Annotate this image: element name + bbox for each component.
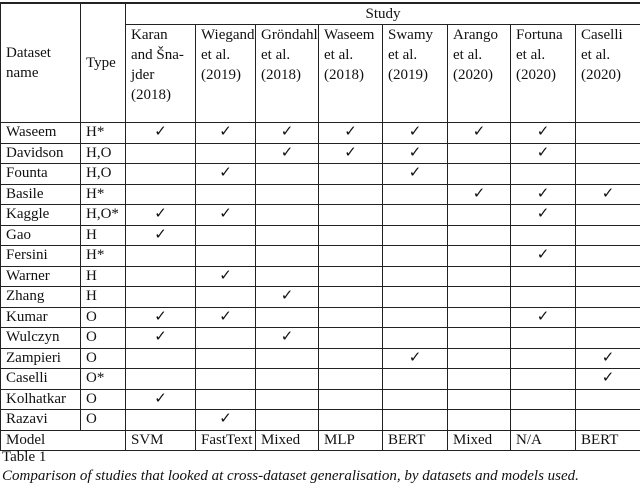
checkmark-icon (511, 143, 576, 164)
checkmark-icon (576, 184, 640, 205)
check-symbol: ✓ (537, 124, 550, 140)
dataset-type: O (81, 410, 126, 431)
dataset-type: H* (81, 123, 126, 144)
empty-cell (196, 348, 256, 369)
dataset-type: H* (81, 184, 126, 205)
table-row (1, 307, 640, 328)
checkmark-icon (126, 123, 196, 144)
empty-cell (511, 389, 576, 410)
check-symbol: ✓ (219, 268, 232, 284)
empty-cell (383, 205, 448, 226)
table-row (1, 123, 640, 144)
model-cell: BERT (383, 430, 448, 451)
check-symbol: ✓ (154, 206, 167, 222)
table-row (1, 348, 640, 369)
checkmark-icon (383, 143, 448, 164)
empty-cell (196, 246, 256, 267)
header-study: Study (126, 3, 640, 25)
empty-cell (576, 410, 640, 431)
table-row (1, 389, 640, 410)
table-row (1, 410, 640, 431)
empty-cell (126, 369, 196, 390)
model-cell: Mixed (256, 430, 319, 451)
header-study-column: Arango et al. (2020) (448, 25, 511, 123)
empty-cell (383, 225, 448, 246)
dataset-name: Wulczyn (1, 328, 81, 349)
check-symbol: ✓ (219, 206, 232, 222)
empty-cell (319, 266, 383, 287)
dataset-type: H,O (81, 143, 126, 164)
checkmark-icon (126, 225, 196, 246)
empty-cell (196, 389, 256, 410)
check-symbol: ✓ (602, 370, 615, 386)
empty-cell (448, 225, 511, 246)
empty-cell (256, 184, 319, 205)
model-cell: N/A (511, 430, 576, 451)
dataset-type: H (81, 287, 126, 308)
empty-cell (319, 246, 383, 267)
empty-cell (448, 389, 511, 410)
empty-cell (576, 328, 640, 349)
empty-cell (511, 369, 576, 390)
empty-cell (383, 307, 448, 328)
empty-cell (319, 369, 383, 390)
checkmark-icon (448, 184, 511, 205)
dataset-type: H (81, 266, 126, 287)
dataset-name: Zhang (1, 287, 81, 308)
header-study-column: Wiegand et al. (2019) (196, 25, 256, 123)
empty-cell (576, 266, 640, 287)
empty-cell (576, 389, 640, 410)
check-symbol: ✓ (473, 186, 486, 202)
empty-cell (319, 205, 383, 226)
empty-cell (126, 246, 196, 267)
table-row (1, 184, 640, 205)
empty-cell (511, 410, 576, 431)
model-row (1, 430, 640, 451)
empty-cell (256, 266, 319, 287)
dataset-name: Warner (1, 266, 81, 287)
check-symbol: ✓ (219, 124, 232, 140)
dataset-type: H,O* (81, 205, 126, 226)
empty-cell (126, 348, 196, 369)
checkmark-icon (196, 123, 256, 144)
empty-cell (196, 287, 256, 308)
empty-cell (448, 307, 511, 328)
dataset-type: H* (81, 246, 126, 267)
empty-cell (576, 164, 640, 185)
dataset-name: Gao (1, 225, 81, 246)
header-dataset-name: Dataset name (1, 3, 81, 123)
check-symbol: ✓ (409, 350, 422, 366)
dataset-name: Kaggle (1, 205, 81, 226)
check-symbol: ✓ (154, 391, 167, 407)
checkmark-icon (126, 205, 196, 226)
dataset-type: O (81, 389, 126, 410)
empty-cell (319, 164, 383, 185)
checkmark-icon (126, 389, 196, 410)
empty-cell (448, 164, 511, 185)
empty-cell (383, 410, 448, 431)
checkmark-icon (511, 246, 576, 267)
empty-cell (576, 143, 640, 164)
check-symbol: ✓ (154, 124, 167, 140)
empty-cell (383, 287, 448, 308)
empty-cell (126, 410, 196, 431)
empty-cell (576, 246, 640, 267)
dataset-type: O (81, 348, 126, 369)
header-study-column: Caselli et al. (2020) (576, 25, 640, 123)
check-symbol: ✓ (154, 329, 167, 345)
empty-cell (383, 369, 448, 390)
empty-cell (383, 389, 448, 410)
empty-cell (511, 225, 576, 246)
empty-cell (511, 287, 576, 308)
empty-cell (448, 369, 511, 390)
check-symbol: ✓ (344, 124, 357, 140)
check-symbol: ✓ (537, 206, 550, 222)
empty-cell (126, 184, 196, 205)
empty-cell (448, 143, 511, 164)
empty-cell (383, 328, 448, 349)
checkmark-icon (126, 307, 196, 328)
dataset-type: H (81, 225, 126, 246)
header-study-column: Swamy et al. (2019) (383, 25, 448, 123)
empty-cell (196, 225, 256, 246)
dataset-name: Basile (1, 184, 81, 205)
empty-cell (196, 184, 256, 205)
dataset-type: O (81, 328, 126, 349)
empty-cell (256, 225, 319, 246)
check-symbol: ✓ (281, 288, 294, 304)
empty-cell (576, 287, 640, 308)
checkmark-icon (319, 123, 383, 144)
header-study-column: Fortuna et al. (2020) (511, 25, 576, 123)
empty-cell (448, 205, 511, 226)
checkmark-icon (256, 328, 319, 349)
empty-cell (256, 246, 319, 267)
model-cell: FastText (196, 430, 256, 451)
empty-cell (448, 410, 511, 431)
empty-cell (256, 164, 319, 185)
checkmark-icon (383, 123, 448, 144)
empty-cell (126, 143, 196, 164)
empty-cell (319, 287, 383, 308)
table-row (1, 328, 640, 349)
dataset-name: Kumar (1, 307, 81, 328)
empty-cell (256, 348, 319, 369)
empty-cell (319, 225, 383, 246)
empty-cell (126, 164, 196, 185)
table-row (1, 369, 640, 390)
table-row (1, 225, 640, 246)
checkmark-icon (256, 143, 319, 164)
table-row (1, 246, 640, 267)
check-symbol: ✓ (409, 145, 422, 161)
check-symbol: ✓ (537, 247, 550, 263)
checkmark-icon (196, 410, 256, 431)
model-label: Model (1, 430, 126, 451)
check-symbol: ✓ (281, 124, 294, 140)
checkmark-icon (448, 123, 511, 144)
dataset-name: Davidson (1, 143, 81, 164)
empty-cell (319, 307, 383, 328)
dataset-name: Razavi (1, 410, 81, 431)
checkmark-icon (576, 348, 640, 369)
table-row (1, 143, 640, 164)
header-type: Type (81, 3, 126, 123)
empty-cell (319, 348, 383, 369)
empty-cell (196, 143, 256, 164)
check-symbol: ✓ (219, 411, 232, 427)
empty-cell (576, 307, 640, 328)
empty-cell (511, 348, 576, 369)
checkmark-icon (196, 164, 256, 185)
checkmark-icon (511, 307, 576, 328)
checkmark-icon (383, 164, 448, 185)
checkmark-icon (511, 184, 576, 205)
checkmark-icon (383, 348, 448, 369)
empty-cell (576, 205, 640, 226)
check-symbol: ✓ (219, 309, 232, 325)
checkmark-icon (256, 287, 319, 308)
empty-cell (319, 184, 383, 205)
empty-cell (383, 184, 448, 205)
header-study-column: Waseem et al. (2018) (319, 25, 383, 123)
checkmark-icon (511, 123, 576, 144)
empty-cell (319, 410, 383, 431)
check-symbol: ✓ (154, 227, 167, 243)
empty-cell (383, 266, 448, 287)
dataset-name: Caselli (1, 369, 81, 390)
model-cell: MLP (319, 430, 383, 451)
model-cell: SVM (126, 430, 196, 451)
table-row (1, 287, 640, 308)
dataset-type: O (81, 307, 126, 328)
empty-cell (256, 369, 319, 390)
empty-cell (448, 348, 511, 369)
model-cell: Mixed (448, 430, 511, 451)
checkmark-icon (319, 143, 383, 164)
dataset-type: H,O (81, 164, 126, 185)
empty-cell (196, 369, 256, 390)
check-symbol: ✓ (281, 145, 294, 161)
check-symbol: ✓ (602, 186, 615, 202)
empty-cell (511, 164, 576, 185)
check-symbol: ✓ (409, 124, 422, 140)
table-caption: Comparison of studies that looked at cross-dataset generalisation, by datasets and models used. (2, 468, 579, 485)
table-row (1, 266, 640, 287)
empty-cell (511, 328, 576, 349)
dataset-name: Founta (1, 164, 81, 185)
checkmark-icon (576, 369, 640, 390)
comparison-table (0, 2, 640, 451)
checkmark-icon (196, 266, 256, 287)
checkmark-icon (196, 307, 256, 328)
empty-cell (448, 328, 511, 349)
empty-cell (383, 246, 448, 267)
check-symbol: ✓ (344, 145, 357, 161)
empty-cell (511, 266, 576, 287)
dataset-name: Zampieri (1, 348, 81, 369)
checkmark-icon (511, 205, 576, 226)
dataset-name: Kolhatkar (1, 389, 81, 410)
empty-cell (448, 266, 511, 287)
empty-cell (576, 123, 640, 144)
empty-cell (448, 287, 511, 308)
table-label: Table 1 (2, 449, 46, 466)
table-row (1, 205, 640, 226)
model-cell: BERT (576, 430, 640, 451)
empty-cell (256, 205, 319, 226)
dataset-name: Fersini (1, 246, 81, 267)
check-symbol: ✓ (537, 145, 550, 161)
check-symbol: ✓ (409, 165, 422, 181)
empty-cell (319, 389, 383, 410)
table-row (1, 164, 640, 185)
checkmark-icon (256, 123, 319, 144)
checkmark-icon (196, 205, 256, 226)
dataset-name: Waseem (1, 123, 81, 144)
check-symbol: ✓ (219, 165, 232, 181)
empty-cell (256, 307, 319, 328)
empty-cell (256, 410, 319, 431)
checkmark-icon (126, 328, 196, 349)
header-study-column: Karan and Šna-jder (2018) (126, 25, 196, 123)
header-study-column: Gröndahl et al. (2018) (256, 25, 319, 123)
empty-cell (448, 246, 511, 267)
dataset-type: O* (81, 369, 126, 390)
empty-cell (576, 225, 640, 246)
empty-cell (126, 287, 196, 308)
check-symbol: ✓ (537, 309, 550, 325)
check-symbol: ✓ (602, 350, 615, 366)
empty-cell (196, 328, 256, 349)
check-symbol: ✓ (281, 329, 294, 345)
check-symbol: ✓ (473, 124, 486, 140)
check-symbol: ✓ (537, 186, 550, 202)
empty-cell (319, 328, 383, 349)
check-symbol: ✓ (154, 309, 167, 325)
empty-cell (126, 266, 196, 287)
empty-cell (256, 389, 319, 410)
